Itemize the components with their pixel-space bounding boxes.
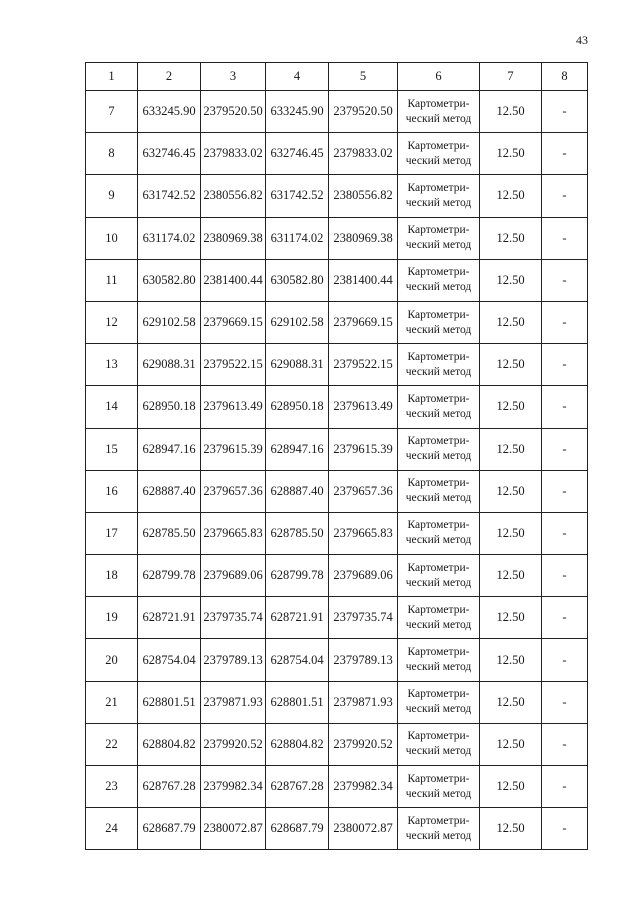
y-coordinate-cell: 2380969.38 xyxy=(201,217,266,259)
x-coordinate-cell: 629102.58 xyxy=(138,301,201,343)
point-number-cell: 14 xyxy=(86,386,138,428)
table-row xyxy=(86,723,588,765)
note-cell: - xyxy=(542,175,588,217)
x-coordinate-cell: 632746.45 xyxy=(266,133,329,175)
note-cell: - xyxy=(542,470,588,512)
column-header: 8 xyxy=(542,63,588,91)
method-line: Картометри- xyxy=(407,392,470,405)
column-header: 2 xyxy=(138,63,201,91)
y-coordinate-cell: 2380969.38 xyxy=(329,217,398,259)
note-cell: - xyxy=(542,217,588,259)
method-line: ческий метод xyxy=(405,534,472,547)
note-cell: - xyxy=(542,723,588,765)
method-line: Картометри- xyxy=(407,814,470,827)
y-coordinate-cell: 2379665.83 xyxy=(201,512,266,554)
x-coordinate-cell: 628947.16 xyxy=(266,428,329,470)
note-cell: - xyxy=(542,808,588,850)
accuracy-cell: 12.50 xyxy=(480,639,542,681)
note-cell: - xyxy=(542,259,588,301)
table-row xyxy=(86,555,588,597)
method-line: ческий метод xyxy=(405,239,472,252)
y-coordinate-cell: 2379982.34 xyxy=(329,766,398,808)
point-number-cell: 16 xyxy=(86,470,138,512)
table-row xyxy=(86,808,588,850)
table-row xyxy=(86,597,588,639)
x-coordinate-cell: 628887.40 xyxy=(138,470,201,512)
table-row xyxy=(86,217,588,259)
method-cell xyxy=(398,259,480,301)
x-coordinate-cell: 630582.80 xyxy=(138,259,201,301)
method-line: Картометри- xyxy=(407,519,470,532)
y-coordinate-cell: 2381400.44 xyxy=(201,259,266,301)
method-cell xyxy=(398,217,480,259)
point-number-cell: 22 xyxy=(86,723,138,765)
y-coordinate-cell: 2379871.93 xyxy=(201,681,266,723)
method-line: Картометри- xyxy=(407,688,470,701)
table-row xyxy=(86,470,588,512)
table-row xyxy=(86,639,588,681)
x-coordinate-cell: 632746.45 xyxy=(138,133,201,175)
x-coordinate-cell: 629088.31 xyxy=(266,344,329,386)
y-coordinate-cell: 2379871.93 xyxy=(329,681,398,723)
y-coordinate-cell: 2379920.52 xyxy=(329,723,398,765)
accuracy-cell: 12.50 xyxy=(480,597,542,639)
x-coordinate-cell: 631742.52 xyxy=(266,175,329,217)
method-line: Картометри- xyxy=(407,561,470,574)
x-coordinate-cell: 628767.28 xyxy=(138,766,201,808)
method-cell xyxy=(398,808,480,850)
y-coordinate-cell: 2380556.82 xyxy=(201,175,266,217)
accuracy-cell: 12.50 xyxy=(480,470,542,512)
method-line: ческий метод xyxy=(405,745,472,758)
column-header: 3 xyxy=(201,63,266,91)
note-cell: - xyxy=(542,91,588,133)
column-header: 5 xyxy=(329,63,398,91)
point-number-cell: 21 xyxy=(86,681,138,723)
method-line: Картометри- xyxy=(407,139,470,152)
method-line: ческий метод xyxy=(405,365,472,378)
method-line: ческий метод xyxy=(405,450,472,463)
method-cell xyxy=(398,470,480,512)
accuracy-cell: 12.50 xyxy=(480,217,542,259)
y-coordinate-cell: 2379520.50 xyxy=(329,91,398,133)
point-number-cell: 10 xyxy=(86,217,138,259)
table-row xyxy=(86,175,588,217)
x-coordinate-cell: 628799.78 xyxy=(266,555,329,597)
point-number-cell: 23 xyxy=(86,766,138,808)
method-cell xyxy=(398,555,480,597)
x-coordinate-cell: 628687.79 xyxy=(266,808,329,850)
point-number-cell: 19 xyxy=(86,597,138,639)
point-number-cell: 8 xyxy=(86,133,138,175)
note-cell: - xyxy=(542,428,588,470)
note-cell: - xyxy=(542,555,588,597)
method-line: Картометри- xyxy=(407,308,470,321)
method-line: Картометри- xyxy=(407,477,470,490)
x-coordinate-cell: 630582.80 xyxy=(266,259,329,301)
point-number-cell: 18 xyxy=(86,555,138,597)
accuracy-cell: 12.50 xyxy=(480,808,542,850)
x-coordinate-cell: 628801.51 xyxy=(266,681,329,723)
y-coordinate-cell: 2379833.02 xyxy=(201,133,266,175)
x-coordinate-cell: 631174.02 xyxy=(266,217,329,259)
accuracy-cell: 12.50 xyxy=(480,344,542,386)
y-coordinate-cell: 2379982.34 xyxy=(201,766,266,808)
method-line: ческий метод xyxy=(405,154,472,167)
note-cell: - xyxy=(542,386,588,428)
table-row xyxy=(86,512,588,554)
method-line: ческий метод xyxy=(405,661,472,674)
accuracy-cell: 12.50 xyxy=(480,555,542,597)
y-coordinate-cell: 2379615.39 xyxy=(329,428,398,470)
point-number-cell: 7 xyxy=(86,91,138,133)
coordinates-table xyxy=(85,62,588,850)
x-coordinate-cell: 628801.51 xyxy=(138,681,201,723)
table-row xyxy=(86,681,588,723)
point-number-cell: 11 xyxy=(86,259,138,301)
x-coordinate-cell: 628950.18 xyxy=(266,386,329,428)
method-cell xyxy=(398,386,480,428)
y-coordinate-cell: 2379789.13 xyxy=(329,639,398,681)
accuracy-cell: 12.50 xyxy=(480,133,542,175)
method-cell xyxy=(398,301,480,343)
point-number-cell: 15 xyxy=(86,428,138,470)
point-number-cell: 13 xyxy=(86,344,138,386)
note-cell: - xyxy=(542,301,588,343)
x-coordinate-cell: 633245.90 xyxy=(138,91,201,133)
accuracy-cell: 12.50 xyxy=(480,175,542,217)
method-line: Картометри- xyxy=(407,97,470,110)
note-cell: - xyxy=(542,133,588,175)
method-line: Картометри- xyxy=(407,350,470,363)
method-line: Картометри- xyxy=(407,435,470,448)
x-coordinate-cell: 629088.31 xyxy=(138,344,201,386)
x-coordinate-cell: 628767.28 xyxy=(266,766,329,808)
note-cell: - xyxy=(542,512,588,554)
y-coordinate-cell: 2379522.15 xyxy=(201,344,266,386)
y-coordinate-cell: 2379520.50 xyxy=(201,91,266,133)
table-row xyxy=(86,428,588,470)
method-line: Картометри- xyxy=(407,266,470,279)
x-coordinate-cell: 628887.40 xyxy=(266,470,329,512)
method-line: Картометри- xyxy=(407,603,470,616)
x-coordinate-cell: 631742.52 xyxy=(138,175,201,217)
method-line: ческий метод xyxy=(405,196,472,209)
method-line: Картометри- xyxy=(407,772,470,785)
method-line: ческий метод xyxy=(405,323,472,336)
y-coordinate-cell: 2379613.49 xyxy=(329,386,398,428)
x-coordinate-cell: 628785.50 xyxy=(138,512,201,554)
y-coordinate-cell: 2379833.02 xyxy=(329,133,398,175)
method-line: Картометри- xyxy=(407,730,470,743)
point-number-cell: 24 xyxy=(86,808,138,850)
page-number: 43 xyxy=(576,33,588,47)
y-coordinate-cell: 2379522.15 xyxy=(329,344,398,386)
table-row xyxy=(86,91,588,133)
column-header: 4 xyxy=(266,63,329,91)
table-header-row xyxy=(86,63,588,91)
accuracy-cell: 12.50 xyxy=(480,259,542,301)
column-header: 7 xyxy=(480,63,542,91)
x-coordinate-cell: 633245.90 xyxy=(266,91,329,133)
accuracy-cell: 12.50 xyxy=(480,91,542,133)
y-coordinate-cell: 2380556.82 xyxy=(329,175,398,217)
x-coordinate-cell: 628687.79 xyxy=(138,808,201,850)
y-coordinate-cell: 2379789.13 xyxy=(201,639,266,681)
x-coordinate-cell: 628804.82 xyxy=(138,723,201,765)
x-coordinate-cell: 628804.82 xyxy=(266,723,329,765)
method-cell xyxy=(398,428,480,470)
table-row xyxy=(86,133,588,175)
method-line: ческий метод xyxy=(405,407,472,420)
y-coordinate-cell: 2381400.44 xyxy=(329,259,398,301)
column-header: 1 xyxy=(86,63,138,91)
y-coordinate-cell: 2379665.83 xyxy=(329,512,398,554)
x-coordinate-cell: 631174.02 xyxy=(138,217,201,259)
method-cell xyxy=(398,175,480,217)
y-coordinate-cell: 2379735.74 xyxy=(329,597,398,639)
note-cell: - xyxy=(542,681,588,723)
method-line: ческий метод xyxy=(405,492,472,505)
method-line: ческий метод xyxy=(405,618,472,631)
y-coordinate-cell: 2380072.87 xyxy=(201,808,266,850)
method-line: ческий метод xyxy=(405,703,472,716)
method-line: ческий метод xyxy=(405,576,472,589)
y-coordinate-cell: 2379920.52 xyxy=(201,723,266,765)
method-cell xyxy=(398,133,480,175)
table-row xyxy=(86,766,588,808)
method-line: ческий метод xyxy=(405,281,472,294)
accuracy-cell: 12.50 xyxy=(480,723,542,765)
method-line: Картометри- xyxy=(407,224,470,237)
method-cell xyxy=(398,639,480,681)
point-number-cell: 12 xyxy=(86,301,138,343)
method-cell xyxy=(398,723,480,765)
accuracy-cell: 12.50 xyxy=(480,512,542,554)
x-coordinate-cell: 629102.58 xyxy=(266,301,329,343)
x-coordinate-cell: 628754.04 xyxy=(138,639,201,681)
column-header: 6 xyxy=(398,63,480,91)
method-cell xyxy=(398,597,480,639)
point-number-cell: 20 xyxy=(86,639,138,681)
x-coordinate-cell: 628947.16 xyxy=(138,428,201,470)
note-cell: - xyxy=(542,597,588,639)
y-coordinate-cell: 2379669.15 xyxy=(201,301,266,343)
accuracy-cell: 12.50 xyxy=(480,681,542,723)
method-cell xyxy=(398,681,480,723)
y-coordinate-cell: 2379669.15 xyxy=(329,301,398,343)
method-line: Картометри- xyxy=(407,646,470,659)
y-coordinate-cell: 2379615.39 xyxy=(201,428,266,470)
y-coordinate-cell: 2379613.49 xyxy=(201,386,266,428)
y-coordinate-cell: 2379689.06 xyxy=(329,555,398,597)
y-coordinate-cell: 2379657.36 xyxy=(329,470,398,512)
x-coordinate-cell: 628950.18 xyxy=(138,386,201,428)
method-line: ческий метод xyxy=(405,112,472,125)
table-row xyxy=(86,386,588,428)
accuracy-cell: 12.50 xyxy=(480,301,542,343)
table-row xyxy=(86,259,588,301)
note-cell: - xyxy=(542,639,588,681)
y-coordinate-cell: 2380072.87 xyxy=(329,808,398,850)
note-cell: - xyxy=(542,766,588,808)
x-coordinate-cell: 628799.78 xyxy=(138,555,201,597)
x-coordinate-cell: 628754.04 xyxy=(266,639,329,681)
method-cell xyxy=(398,766,480,808)
x-coordinate-cell: 628721.91 xyxy=(138,597,201,639)
method-cell xyxy=(398,512,480,554)
method-cell xyxy=(398,344,480,386)
y-coordinate-cell: 2379735.74 xyxy=(201,597,266,639)
y-coordinate-cell: 2379689.06 xyxy=(201,555,266,597)
method-cell xyxy=(398,91,480,133)
x-coordinate-cell: 628785.50 xyxy=(266,512,329,554)
note-cell: - xyxy=(542,344,588,386)
x-coordinate-cell: 628721.91 xyxy=(266,597,329,639)
table-row xyxy=(86,344,588,386)
method-line: ческий метод xyxy=(405,829,472,842)
accuracy-cell: 12.50 xyxy=(480,386,542,428)
table-row xyxy=(86,301,588,343)
point-number-cell: 9 xyxy=(86,175,138,217)
y-coordinate-cell: 2379657.36 xyxy=(201,470,266,512)
accuracy-cell: 12.50 xyxy=(480,766,542,808)
point-number-cell: 17 xyxy=(86,512,138,554)
method-line: Картометри- xyxy=(407,181,470,194)
method-line: ческий метод xyxy=(405,787,472,800)
accuracy-cell: 12.50 xyxy=(480,428,542,470)
